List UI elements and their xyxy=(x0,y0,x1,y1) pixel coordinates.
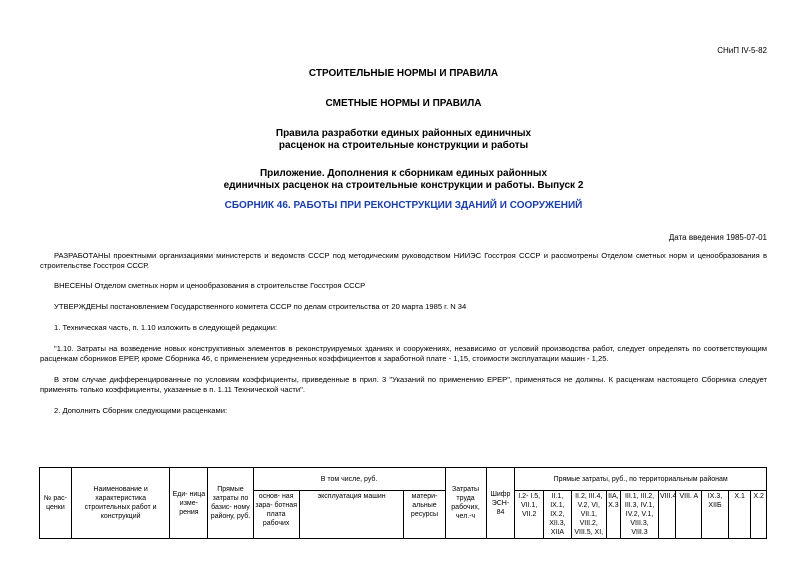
paragraph-clause-1-10: "1.10. Затраты на возведение новых конструктивных элементов в реконструируемых зданиях и сооружениях, независимо от условий производства работ, следует определять по соответствующим расценкам сборников ЕРЕР, кроме Сборника 46, с применением усредненных коэффициентов к заработной плате - 1,15, стоимости эксплуатации машин - 1,25. xyxy=(40,344,767,363)
rules-title-line2: расценок на строительные конструкции и работы xyxy=(278,140,529,151)
col-material: матери- альные ресурсы xyxy=(404,491,445,539)
col-region-4: IIA, X.3 xyxy=(606,491,620,539)
rates-table xyxy=(39,467,767,539)
effective-date: Дата введения 1985-07-01 xyxy=(668,233,767,242)
col-work-name: Наименование и характеристика строительных работ и конструкций xyxy=(71,468,170,539)
paragraph-coefficients: В этом случае дифференцированные по условиям коэффициенты, приведенные в прил. 3 "Указаний по применению ЕРЕР", применяться не должны. К расценкам настоящего Сборника следует применять только коэффициенты, указанные в п. 1.11 Технической части". xyxy=(40,375,767,394)
col-region-9: X.1 xyxy=(728,491,751,539)
appendix-title xyxy=(0,168,807,192)
col-rate-number: № рас- ценки xyxy=(40,468,72,539)
col-region-2: II.1, IX.1, IX.2, XII.3, XIIA xyxy=(544,491,572,539)
rules-title xyxy=(0,128,807,152)
col-region-10: X.2 xyxy=(751,491,767,539)
subtitle-estimate-norms: СМЕТНЫЕ НОРМЫ И ПРАВИЛА xyxy=(325,98,482,109)
col-region-6: VIII.4 xyxy=(659,491,676,539)
col-cipher: Шифр ЭСН- 84 xyxy=(486,468,515,539)
rules-title-line1: Правила разработки единых районных единичных xyxy=(275,128,532,139)
paragraph-item-1: 1. Техническая часть, п. 1.10 изложить в следующей редакции: xyxy=(54,323,278,332)
main-title: СТРОИТЕЛЬНЫЕ НОРМЫ И ПРАВИЛА xyxy=(308,68,499,79)
col-labor: Затраты труда рабочих, чел.-ч xyxy=(445,468,486,539)
paragraph-developed: РАЗРАБОТАНЫ проектными организациями министерств и ведомств СССР под методическим руководством НИИЭС Госстроя СССР и рассмотрены Отделом сметных норм и ценообразования в строительстве Госстроя СССР. xyxy=(40,251,767,270)
paragraph-item-2: 2. Дополнить Сборник следующими расценками: xyxy=(54,406,228,415)
collection-title: СБОРНИК 46. РАБОТЫ ПРИ РЕКОНСТРУКЦИИ ЗДАНИЙ И СООРУЖЕНИЙ xyxy=(224,200,583,211)
col-region-3: II.2, III.4, V.2, VI, VII.1, VIII.2, VIII.5, XI, xyxy=(571,491,606,539)
document-code: СНиП IV-5-82 xyxy=(717,46,767,55)
col-machine: эксплуатация машин xyxy=(299,491,404,539)
col-wage: основ- ная зара- ботная плата рабочих xyxy=(253,491,299,539)
col-region-7: VIII. A xyxy=(676,491,702,539)
appendix-title-line2: единичных расценок на строительные конструкции и работы. Выпуск 2 xyxy=(223,180,584,191)
table-header-row-1 xyxy=(40,468,767,491)
col-direct-costs: Прямые затраты по базис- ному району, руб. xyxy=(208,468,253,539)
group-including: В том числе, руб. xyxy=(253,468,445,491)
paragraph-approved: УТВЕРЖДЕНЫ постановлением Государственного комитета СССР по делам строительства от 20 марта 1985 г. N 34 xyxy=(54,302,467,311)
col-region-1: I.2- I.5, VII.1, VII.2 xyxy=(515,491,544,539)
appendix-title-line1: Приложение. Дополнения к сборникам единых районных xyxy=(259,168,548,179)
group-regions: Прямые затраты, руб., по территориальным районам xyxy=(515,468,767,491)
col-unit: Еди- ница изме- рения xyxy=(170,468,208,539)
col-region-5: III.1, III.2, III.3, IV.1, IV.2, V.1, VIII.3, VIII.3 xyxy=(621,491,659,539)
paragraph-submitted: ВНЕСЕНЫ Отделом сметных норм и ценообразования в строительстве Госстроя СССР xyxy=(54,281,366,290)
col-region-8: IX.3, XIIБ xyxy=(702,491,729,539)
